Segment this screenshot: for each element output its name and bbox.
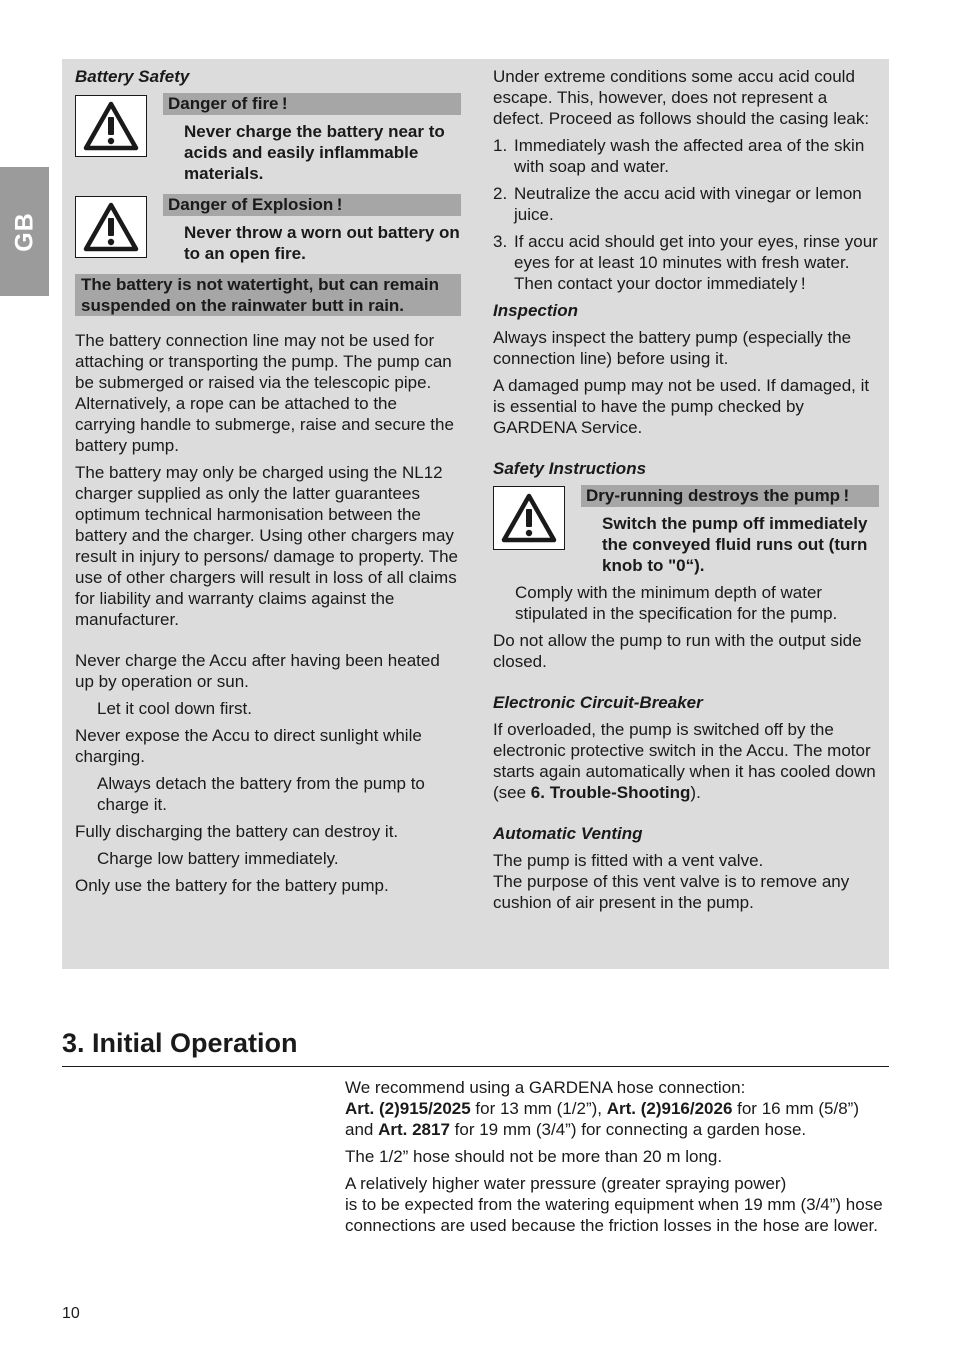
charger-paragraph: The battery may only be charged using the NL12 charger supplied as only the latter guarantees optimum technical harmonisation between the battery and the charger. Using other chargers may result in injury to persons/ damage to property. The use of other chargers will result in loss of all claims for liability and warranty claims against the manufacturer. — [75, 463, 459, 629]
discharge-warning-paragraph: Fully discharging the battery can destroy it. — [75, 822, 399, 841]
explosion-warning — [75, 194, 461, 264]
hose-connection-paragraph: We recommend using a GARDENA hose connection: Art. (2)915/2025 for 13 mm (1/2”), Art. (2)916/2026 for 16 mm (5/8”) and Art. 2817 for 19 mm (3/4”) for connecting a garden hose. — [345, 1078, 859, 1139]
venting-paragraph-2: The purpose of this vent valve is to remove any cushion of air present in the pump. — [493, 872, 850, 912]
list-item: 3. If accu acid should get into your eyes, rinse your eyes for at least 10 minutes with fresh water. Then contact your doctor immediately ! — [493, 232, 878, 293]
inspection-heading: Inspection — [493, 301, 579, 320]
language-tab-label: GB — [10, 211, 38, 252]
dry-running-warning-text: Switch the pump off immediately the conveyed fluid runs out (turn knob to "0“). — [602, 514, 868, 575]
inspection-paragraph-2: A damaged pump may not be used. If damaged, it is essential to have the pump checked by GARDENA Service. — [493, 376, 870, 437]
heat-warning-paragraph: Never charge the Accu after having been heated up by operation or sun. — [75, 651, 440, 691]
fire-warning-text: Never charge the battery near to acids and easily inflammable materials. — [184, 122, 445, 183]
fire-warning-title: Danger of fire ! — [163, 93, 461, 115]
water-pressure-paragraph: A relatively higher water pressure (greater spraying power) is to be expected from the watering equipment when 19 mm (3/4”) hose connections are used because the friction losses in the hose are lower. — [345, 1174, 883, 1235]
section-divider — [62, 1066, 889, 1067]
dry-running-warning — [493, 485, 879, 576]
safety-instructions-heading: Safety Instructions — [493, 459, 647, 478]
dry-running-warning-title: Dry-running destroys the pump ! — [581, 485, 879, 507]
battery-use-paragraph: Only use the battery for the battery pump. — [75, 876, 389, 895]
hose-length-paragraph: The 1/2” hose should not be more than 20 m long. — [345, 1147, 723, 1166]
language-tab — [0, 167, 49, 296]
right-column — [493, 66, 879, 919]
warning-triangle-icon — [493, 486, 565, 550]
list-item: 1. Immediately wash the affected area of the skin with soap and water. — [493, 136, 865, 176]
sunlight-warning-paragraph: Never expose the Accu to direct sunlight while charging. — [75, 726, 422, 766]
output-side-paragraph: Do not allow the pump to run with the output side closed. — [493, 631, 862, 671]
detach-instruction: Always detach the battery from the pump to charge it. — [97, 774, 425, 814]
acid-steps-list — [493, 135, 879, 294]
left-column — [75, 66, 461, 902]
cool-down-instruction: Let it cool down first. — [97, 699, 252, 718]
venting-paragraph-1: The pump is fitted with a vent valve. — [493, 851, 764, 870]
safety-panel — [62, 59, 889, 969]
min-depth-instruction: Comply with the minimum depth of water stipulated in the specification for the pump. — [515, 583, 838, 623]
section-title: 3. Initial Operation — [62, 1028, 298, 1058]
warning-triangle-icon — [75, 95, 147, 157]
watertight-note: The battery is not watertight, but can remain suspended on the rainwater butt in rain. — [75, 274, 461, 316]
inspection-paragraph-1: Always inspect the battery pump (especially the connection line) before using it. — [493, 328, 852, 368]
initial-operation-text — [345, 1077, 890, 1242]
connection-line-paragraph: The battery connection line may not be used for attaching or transporting the pump. The pump can be submerged or raised via the telescopic pipe. Alternatively, a rope can be attached to the carrying handle to submerge, raise and secure the battery pump. — [75, 331, 454, 455]
page-number: 10 — [62, 1305, 80, 1322]
fire-warning — [75, 93, 461, 184]
charge-low-instruction: Charge low battery immediately. — [97, 849, 339, 868]
circuit-breaker-heading: Electronic Circuit-Breaker — [493, 693, 703, 712]
battery-safety-heading: Battery Safety — [75, 67, 190, 86]
explosion-warning-title: Danger of Explosion ! — [163, 194, 461, 216]
explosion-warning-text: Never throw a worn out battery on to an open fire. — [184, 223, 460, 263]
circuit-breaker-paragraph: If overloaded, the pump is switched off by the electronic protective switch in the Accu. The motor starts again automatically when it has cooled down (see 6. Trouble-Shooting). — [493, 720, 876, 802]
acid-intro-paragraph: Under extreme conditions some accu acid could escape. This, however, does not represent a defect. Proceed as follows should the casing leak: — [493, 67, 870, 128]
automatic-venting-heading: Automatic Venting — [493, 824, 643, 843]
warning-triangle-icon — [75, 196, 147, 258]
list-item: 2. Neutralize the accu acid with vinegar or lemon juice. — [493, 184, 862, 224]
